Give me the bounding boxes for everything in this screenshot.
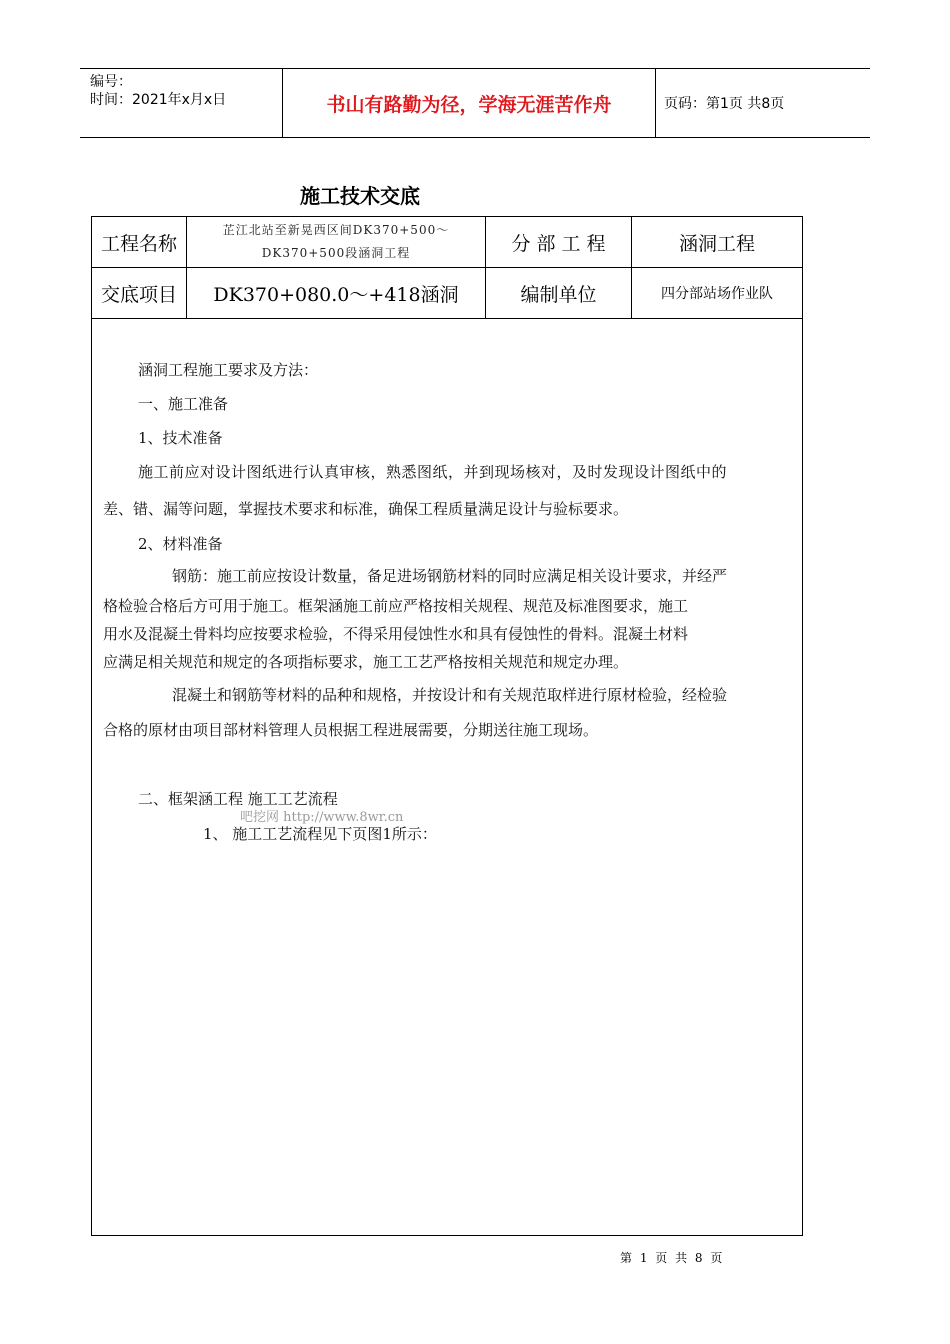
header-page-info: 页码：第1页 共8页 xyxy=(664,96,785,112)
project-name-value xyxy=(187,217,485,267)
item-label: 交底项目 xyxy=(100,283,177,306)
paragraph-line: 应满足相关规范和规定的各项指标要求，施工工艺严格按相关规范和规定办理。 xyxy=(103,653,629,671)
paragraph-line: 合格的原材由项目部材料管理人员根据工程进展需要，分期送往施工现场。 xyxy=(103,721,599,739)
subsection-heading: 2、材料准备 xyxy=(138,535,223,553)
section-heading: 一、施工准备 xyxy=(138,395,229,413)
paragraph-line: 1、 施工工艺流程见下页图1所示： xyxy=(203,825,437,843)
subproject-label: 分 部 工 程 xyxy=(511,232,606,255)
row-divider xyxy=(92,318,802,319)
paragraph-line: 施工前应对设计图纸进行认真审核，熟悉图纸，并到现场核对，及时发现设计图纸中的 xyxy=(138,463,728,481)
project-name-line2: DK370+500段涵洞工程 xyxy=(261,246,411,260)
number-label: 编号： xyxy=(90,74,132,90)
unit-value: 四分部站场作业队 xyxy=(661,286,773,302)
subproject-value: 涵洞工程 xyxy=(678,232,755,255)
header-meta xyxy=(80,69,282,137)
unit-label: 编制单位 xyxy=(520,283,597,306)
project-name-label: 工程名称 xyxy=(100,232,177,255)
subsection-heading: 1、技术准备 xyxy=(138,429,223,447)
page-header xyxy=(80,68,870,138)
paragraph-line: 格检验合格后方可用于施工。框架涵施工前应严格按相关规程、规范及标准图要求，施工 xyxy=(103,597,689,615)
paragraph-line: 混凝土和钢筋等材料的品种和规格，并按设计和有关规范取样进行原材检验，经检验 xyxy=(172,686,728,704)
paragraph-line: 用水及混凝土骨料均应按要求检验，不得采用侵蚀性水和具有侵蚀性的骨料。混凝土材料 xyxy=(103,625,689,643)
intro-text: 涵洞工程施工要求及方法： xyxy=(138,361,319,379)
watermark-text: 吧挖网 http://www.8wr.cn xyxy=(240,810,404,825)
document-title: 施工技术交底 xyxy=(300,184,420,208)
paragraph-line: 钢筋：施工前应按设计数量，备足进场钢筋材料的同时应满足相关设计要求，并经严 xyxy=(172,567,728,585)
page-footer: 第 1 页 共 8 页 xyxy=(620,1251,725,1265)
item-value: DK370+080.0～+418涵洞 xyxy=(213,283,459,306)
section-heading: 二、框架涵工程 施工工艺流程 xyxy=(138,790,338,808)
project-name-line1: 芷江北站至新晃西区间DK370+500～ xyxy=(222,223,450,237)
paragraph-line: 差、错、漏等问题，掌握技术要求和标准，确保工程质量满足设计与验标要求。 xyxy=(103,500,629,518)
header-motto: 书山有路勤为径，学海无涯苦作舟 xyxy=(282,69,656,137)
date-label: 时间：2021年x月x日 xyxy=(90,92,227,108)
